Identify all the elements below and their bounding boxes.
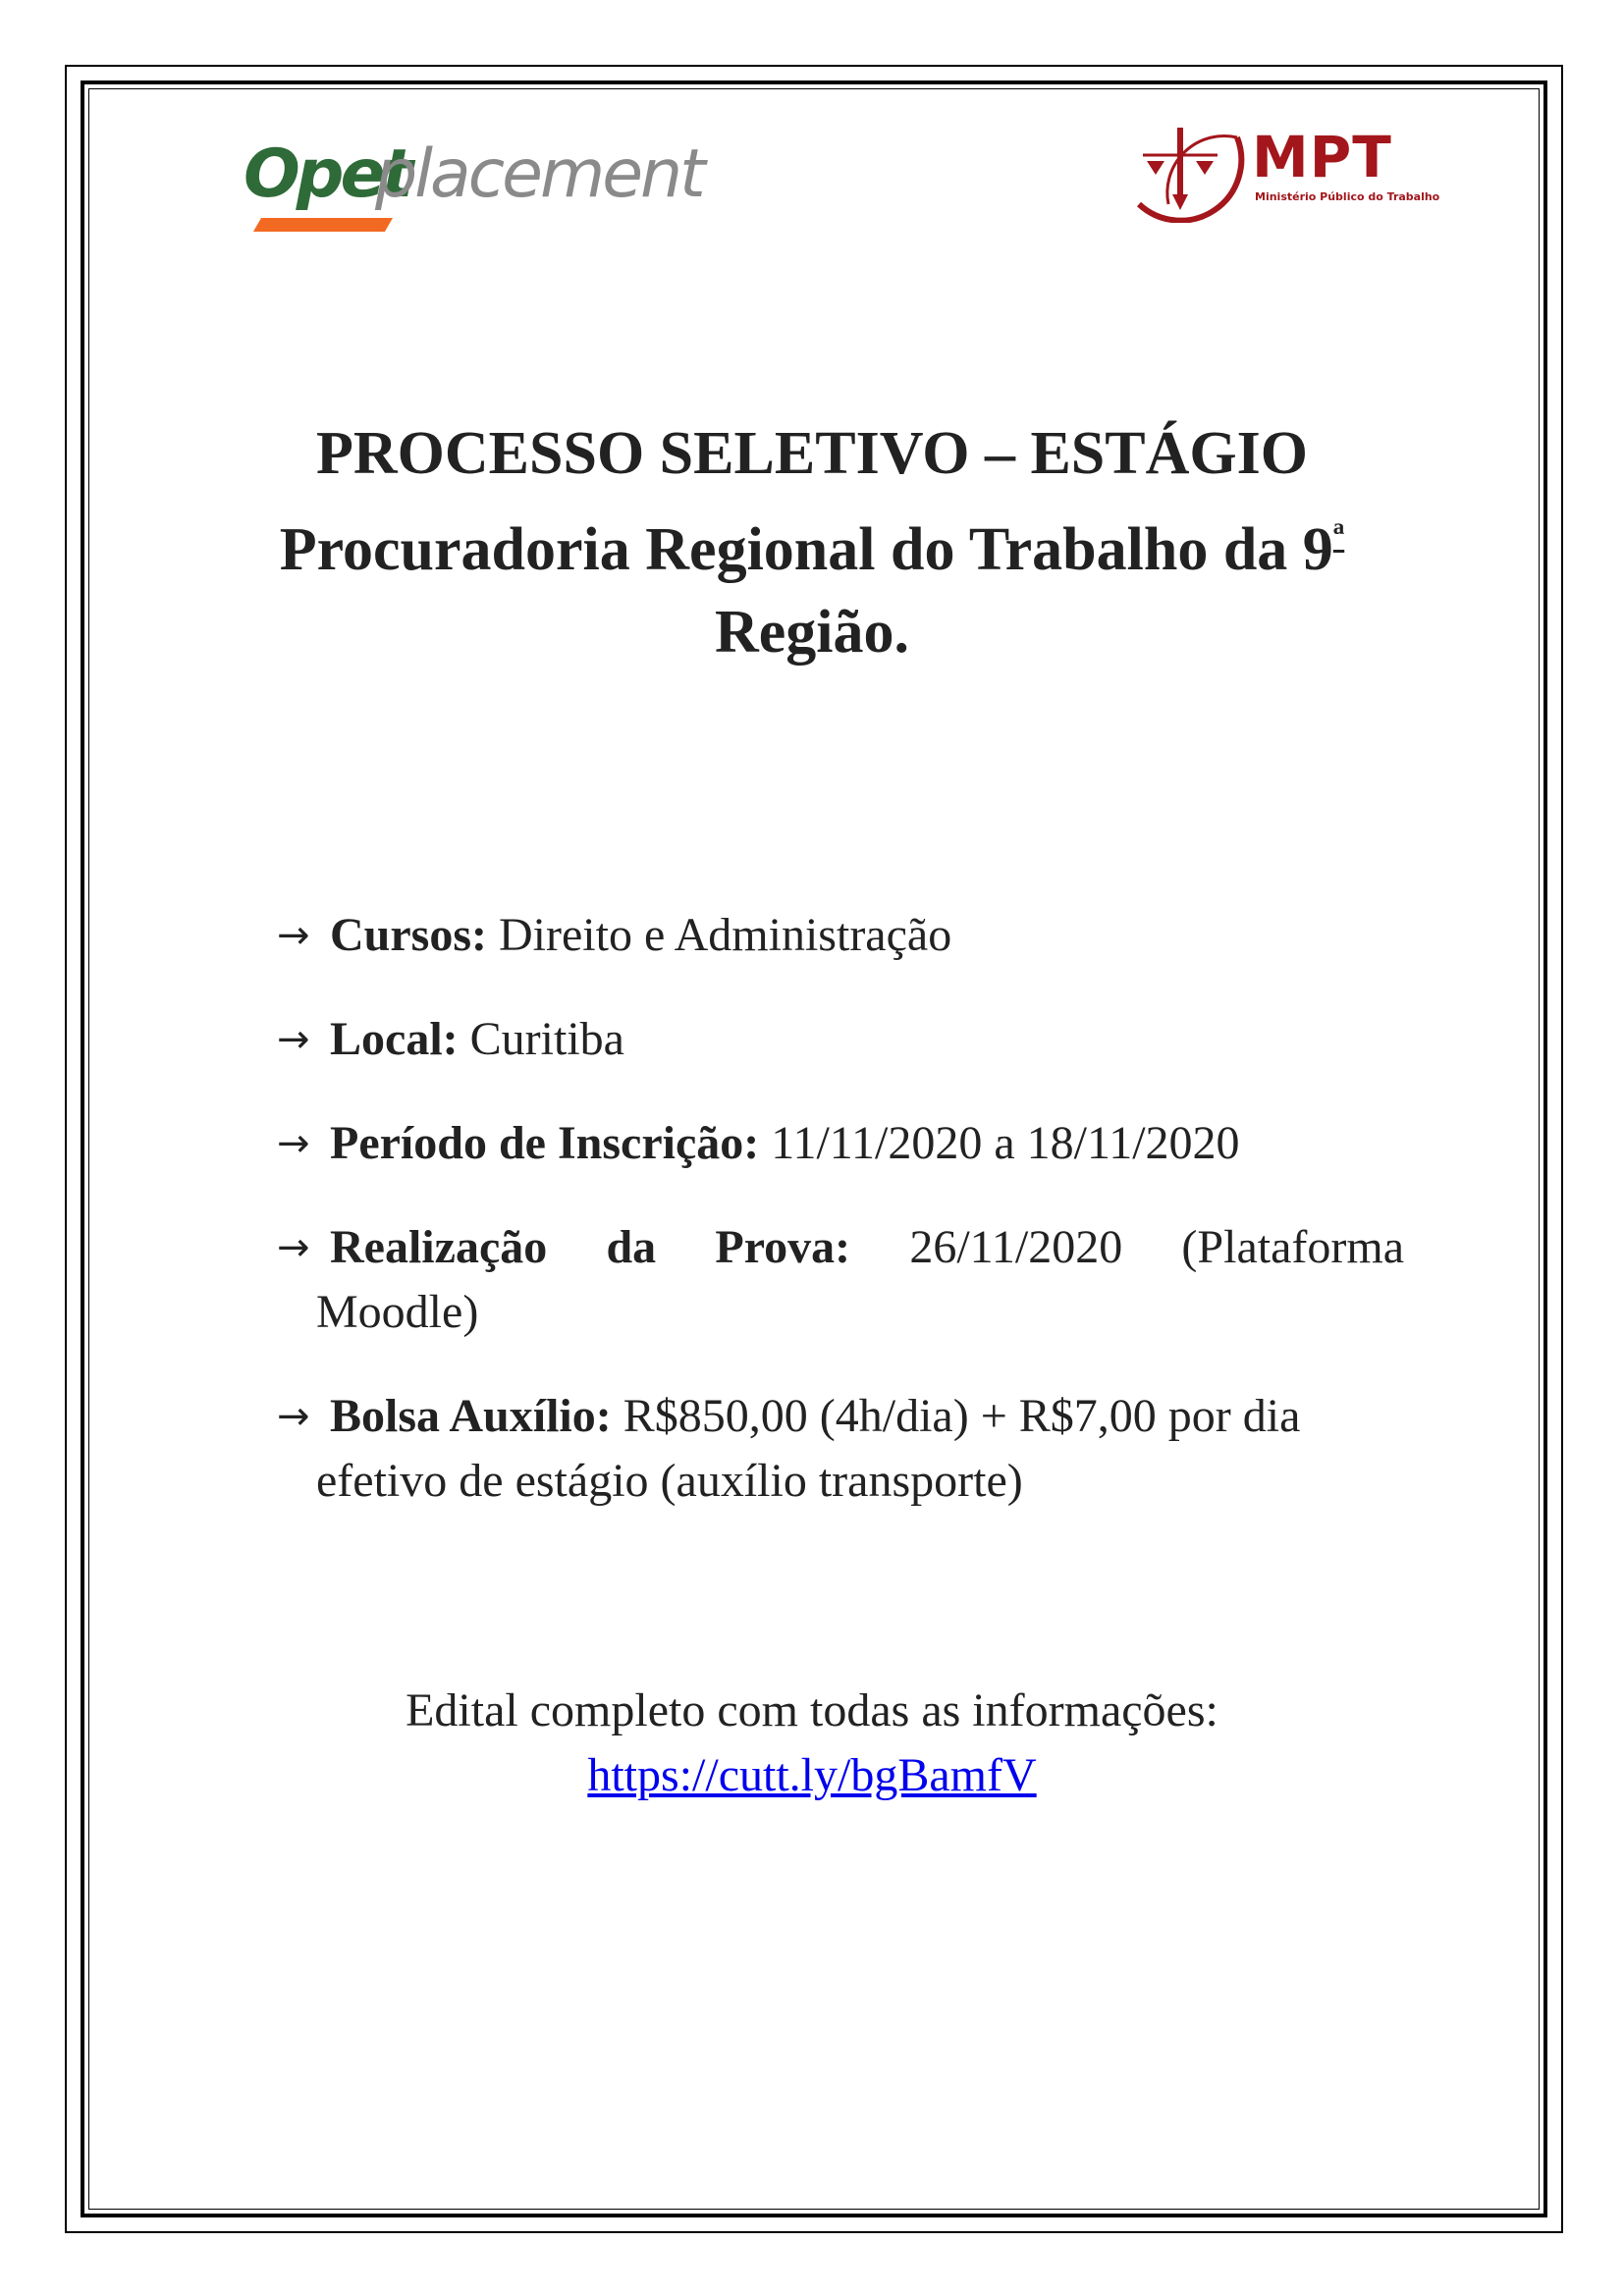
info-item-bolsa	[275, 1384, 1404, 1514]
title-line-3: Região.	[714, 599, 910, 666]
info-item-local	[275, 1007, 1404, 1072]
mpt-logo-word: MPT	[1252, 124, 1392, 190]
opet-logo-orange-bar	[253, 218, 393, 232]
info-value: R$850,00 (4h/dia) + R$7,00 por dia	[623, 1390, 1301, 1442]
info-label: Período de Inscrição:	[330, 1117, 760, 1169]
arrow-right-icon: →	[277, 1121, 310, 1166]
mpt-logo-subtitle: Ministério Público do Trabalho	[1255, 190, 1440, 203]
mpt-logo	[1129, 110, 1440, 223]
opet-logo-word: Opet	[244, 135, 410, 213]
arrow-right-icon: →	[277, 1017, 310, 1062]
footer-text: Edital completo com todas as informações:	[406, 1684, 1218, 1736]
info-label: Local:	[330, 1013, 459, 1065]
title-line-2-ordinal: ª	[1332, 515, 1345, 557]
info-value: Curitiba	[469, 1013, 624, 1065]
info-list	[275, 903, 1404, 1553]
title-line-2	[177, 495, 1447, 591]
info-value: Direito e Administração	[499, 909, 952, 961]
info-item-prova	[275, 1215, 1404, 1345]
info-label: Bolsa Auxílio:	[330, 1390, 612, 1442]
info-label: Cursos:	[330, 909, 488, 961]
edital-link[interactable]: https://cutt.ly/bgBamfV	[587, 1749, 1037, 1801]
arrow-right-icon: →	[277, 1394, 310, 1439]
info-line-1	[330, 1384, 1404, 1449]
info-value: 11/11/2020 a 18/11/2020	[771, 1117, 1240, 1169]
opet-placement-logo	[244, 128, 703, 238]
arrow-right-icon: →	[277, 913, 310, 958]
info-line-1	[330, 1215, 1404, 1280]
info-value-continued: Moodle)	[316, 1286, 479, 1338]
title-line-1: PROCESSO SELETIVO – ESTÁGIO	[315, 420, 1308, 487]
info-item-periodo	[275, 1111, 1404, 1176]
info-label: Realização da Prova:	[330, 1221, 851, 1273]
footer	[177, 1679, 1447, 1808]
title-line-2-text: Procuradoria Regional do Trabalho da 9	[279, 516, 1333, 583]
placement-logo-word: placement	[375, 135, 703, 213]
arrow-right-icon: →	[277, 1225, 310, 1270]
info-value: 26/11/2020 (Plataforma	[909, 1221, 1404, 1273]
info-value-continued: efetivo de estágio (auxílio transporte)	[316, 1455, 1023, 1507]
page-title	[177, 412, 1447, 673]
info-item-cursos	[275, 903, 1404, 968]
